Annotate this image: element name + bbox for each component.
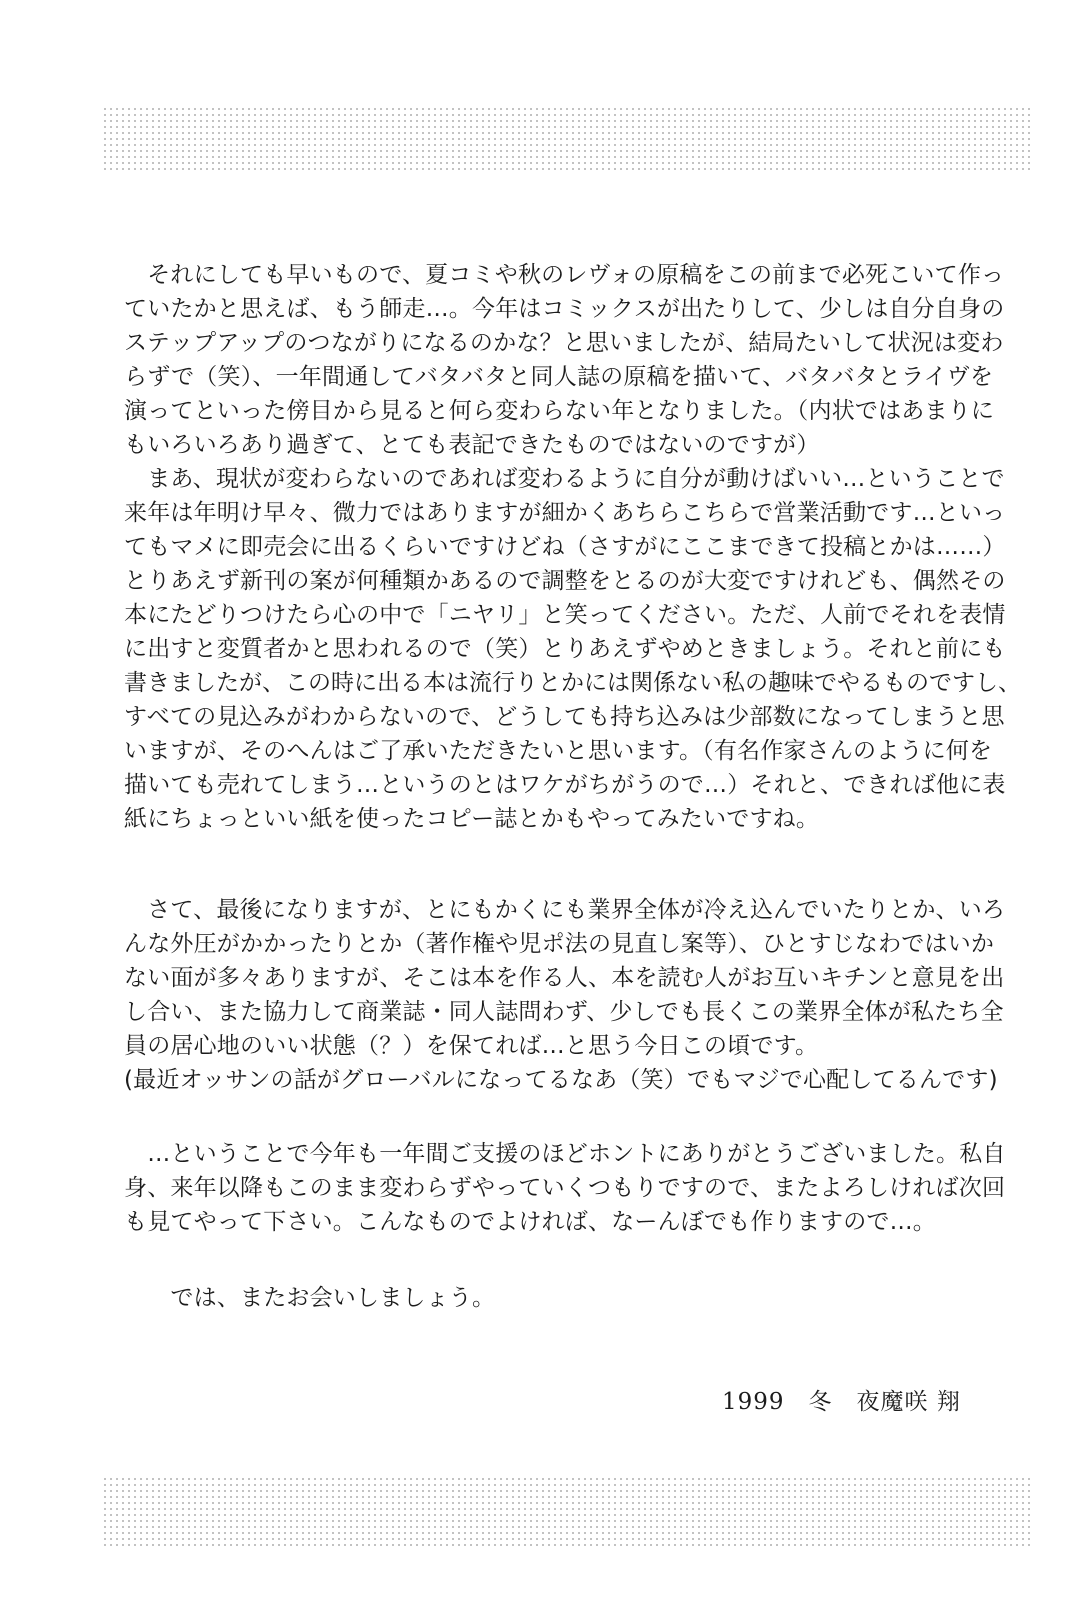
- text-line: らずで（笑）、一年間通してバタバタと同人誌の原稿を描いて、バタバタとライヴを: [124, 364, 994, 390]
- bottom-dot-band: [102, 1476, 1030, 1546]
- text-line: とりあえず新刊の案が何種類かあるので調整をとるのが大変ですけれども、偶然その: [124, 568, 1006, 594]
- text-line: 演ってといった傍目から見ると何ら変わらない年となりました。（内状ではあまりに: [124, 398, 995, 424]
- text-line: 書きましたが、この時に出る本は流行りとかには関係ない私の趣味でやるものですし、: [124, 670, 1021, 696]
- paragraph-3: [124, 1137, 1024, 1239]
- text-line: 員の居心地のいい状態（？）を保てれば…と思う今日この頃です。: [124, 1033, 819, 1059]
- text-line: てもマメに即売会に出るくらいですけどね（さすがにここまできて投稿とかは……）: [124, 534, 1006, 560]
- text-line: それにしても早いもので、夏コミや秋のレヴォの原稿をこの前まで必死こいて作っ: [124, 262, 1005, 288]
- text-line: さて、最後になりますが、とにもかくにも業界全体が冷え込んでいたりとか、いろ: [124, 897, 1006, 923]
- text-line: もいろいろあり過ぎて、とても表記できたものではないのですが）: [124, 432, 820, 458]
- text-line: ない面が多々ありますが、そこは本を作る人、本を読む人がお互いキチンと意見を出: [124, 965, 1005, 991]
- text-line: すべての見込みがわからないので、どうしても持ち込みは少部数になってしまうと思: [124, 704, 1005, 730]
- text-line: では、またお会いしましょう。: [124, 1285, 496, 1311]
- paragraph-1: [124, 258, 1024, 836]
- text-line: いますが、そのへんはご了承いただきたいと思います。（有名作家さんのように何を: [124, 738, 993, 764]
- text-line: ステップアップのつながりになるのかな？と思いましたが、結局たいして状況は変わ: [124, 330, 1004, 356]
- text-line: んな外圧がかかったりとか（著作権や児ポ法の見直し案等）、ひとすじなわではいか: [124, 931, 995, 957]
- text-line: も見てやって下さい。こんなものでよければ、なーんぼでも作りますので…。: [124, 1209, 936, 1235]
- text-line: まあ、現状が変わらないのであれば変わるように自分が動けばいい…ということで: [124, 466, 1005, 492]
- paragraph-4: [124, 1281, 1024, 1315]
- text-line: 本にたどりつけたら心の中で「ニヤリ」と笑ってください。ただ、人前でそれを表情: [124, 602, 1006, 628]
- text-line: 来年は年明け早々、微力ではありますが細かくあちらこちらで営業活動です…といっ: [124, 500, 1006, 526]
- text-line: に出すと変質者かと思われるので（笑）とりあえずやめときましょう。それと前にも: [124, 636, 1006, 662]
- top-dot-band: [102, 106, 1030, 173]
- text-line: 紙にちょっといい紙を使ったコピー誌とかもやってみたいですね。: [124, 806, 820, 832]
- text-line: ていたかと思えば、もう師走…。今年はコミックスが出たりして、少しは自分自身の: [124, 296, 1005, 322]
- text-line: (最近オッサンの話がグローバルになってるなあ（笑）でもマジで心配してるんです): [124, 1067, 998, 1093]
- text-line: し合い、また協力して商業誌・同人誌問わず、少しでも長くこの業界全体が私たち全: [124, 999, 1004, 1025]
- signature: 1999 冬 夜魔咲 翔: [722, 1389, 961, 1415]
- text-line: 身、来年以降もこのまま変わらずやっていくつもりですので、またよろしければ次回: [124, 1175, 1006, 1201]
- paragraph-2: [124, 893, 1024, 1097]
- text-line: 描いても売れてしまう…というのとはワケがちがうので…）それと、できれば他に表: [124, 772, 1006, 798]
- text-line: …ということで今年も一年間ご支援のほどホントにありがとうございました。私自: [124, 1141, 1006, 1167]
